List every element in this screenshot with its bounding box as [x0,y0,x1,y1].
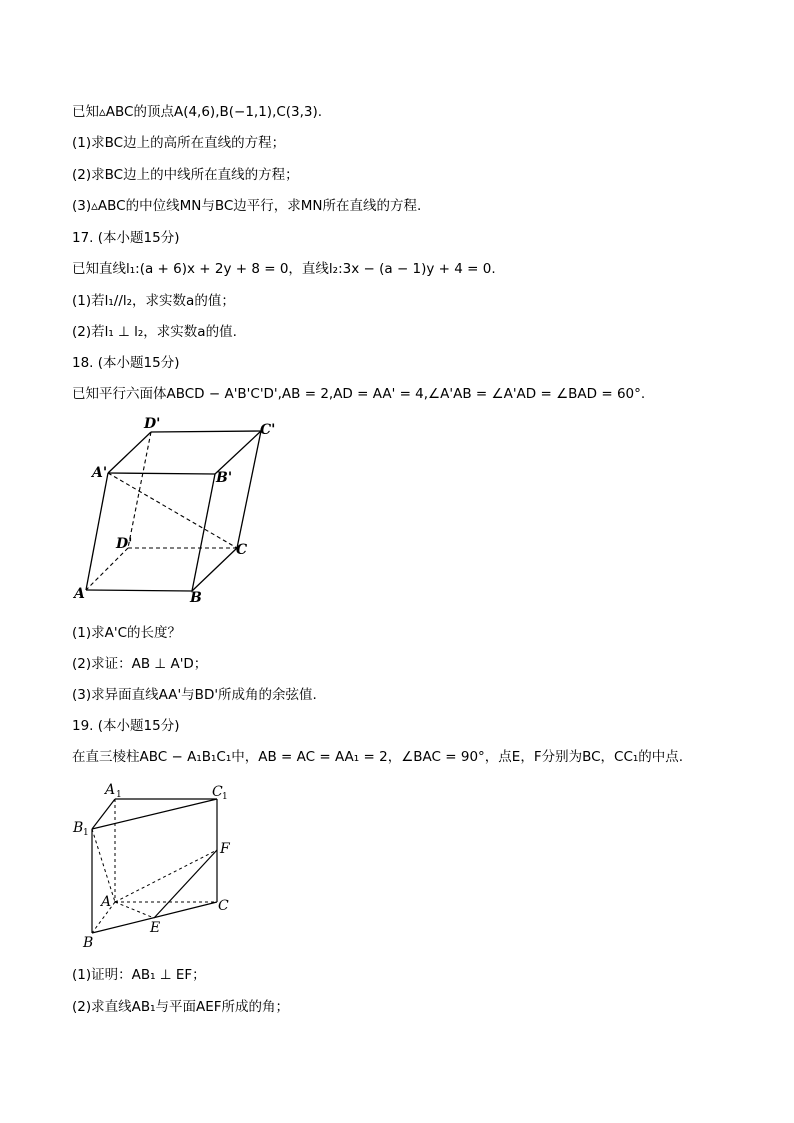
problem17-stem: 已知直线l₁:(a + 6)x + 2y + 8 = 0，直线l₂:3x − (a − 1)y + 4 = 0. [72,261,496,277]
prism-figure [70,780,250,952]
label-F: F [220,841,230,857]
problem16-stem: 已知▵ABC的顶点A(4,6),B(−1,1),C(3,3). [72,104,323,120]
label-B: B [83,935,94,951]
problem19-stem: 在直三棱柱ABC − A₁B₁C₁中，AB = AC = AA₁ = 2，∠BAC = 90°，点E，F分别为BC，CC₁的中点. [72,749,684,765]
label-C1-sub: 1 [222,792,228,802]
problem19-part2: (2)求直线AB₁与平面AEF所成的角； [72,999,290,1015]
parallelepiped-figure [70,412,290,608]
problem17-part1: (1)若l₁//l₂，求实数a的值； [72,293,235,309]
problem19-header: 19. (本小题15分) [72,718,180,734]
label-D: D' [116,536,133,552]
label-D1: D' [144,416,161,432]
problem18-part2: (2)求证：AB ⊥ A'D； [72,656,208,672]
label-C: C [236,542,248,558]
problem18-header: 18. (本小题15分) [72,355,180,371]
label-A1: A' [92,465,108,481]
problem19-part1: (1)证明：AB₁ ⊥ EF； [72,967,206,983]
problem16-part1: (1)求BC边上的高所在直线的方程； [72,135,286,151]
label-B1: B' [216,470,233,486]
problem18-stem: 已知平行六面体ABCD − A'B'C'D',AB = 2,AD = AA' = 4,∠A'AB = ∠A'AD = ∠BAD = 60°. [72,386,646,402]
label-C1: C' [260,422,276,438]
problem17-part2: (2)若l₁ ⊥ l₂，求实数a的值. [72,324,237,340]
label-A1-sub: 1 [116,790,122,800]
label-E: E [150,920,161,936]
label-A: A [101,894,112,910]
problem17-header: 17. (本小题15分) [72,230,180,246]
problem18-part3: (3)求异面直线AA'与BD'所成角的余弦值. [72,687,317,703]
label-B1: B [73,820,84,836]
label-B: B [190,590,202,606]
label-C1: C [212,784,223,800]
problem16-part3: (3)▵ABC的中位线MN与BC边平行，求MN所在直线的方程. [72,198,422,214]
label-B1-sub: 1 [83,828,89,838]
problem18-part1: (1)求A'C的长度？ [72,625,181,641]
problem16-part2: (2)求BC边上的中线所在直线的方程； [72,167,299,183]
label-A1: A [105,782,116,798]
label-C: C [218,898,229,914]
label-A: A [74,586,85,602]
